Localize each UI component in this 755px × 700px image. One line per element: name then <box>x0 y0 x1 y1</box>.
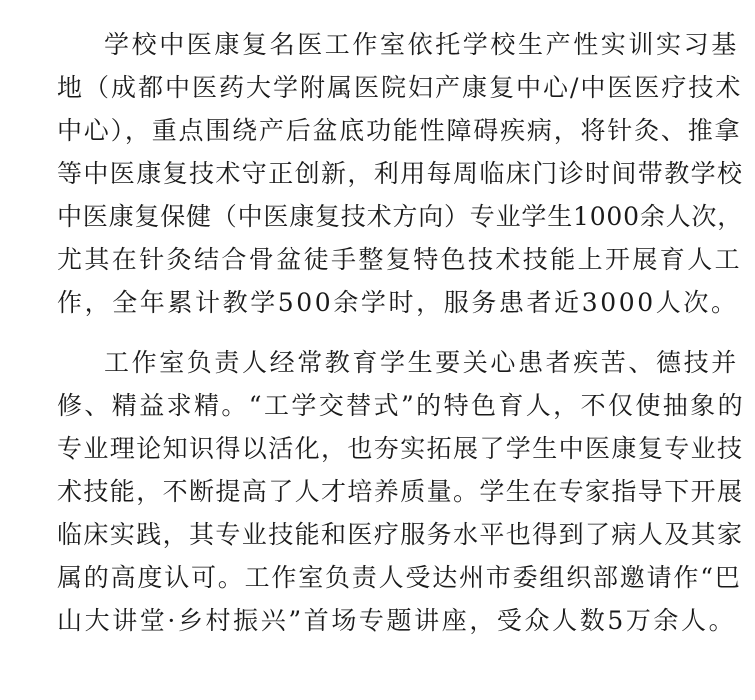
paragraph-1-line-2: 地（成都中医药大学附属医院妇产康复中心/中医医疗技术 <box>57 73 743 102</box>
paragraph-1-line-6: 尤其在针灸结合骨盆徒手整复特色技术技能上开展育人工 <box>57 245 743 274</box>
paragraph-2-line-3: 专业理论知识得以活化，也夯实拓展了学生中医康复专业技 <box>57 434 744 463</box>
paragraph-2-line-5: 临床实践，其专业技能和医疗服务水平也得到了病人及其家 <box>57 520 744 549</box>
paragraph-2-line-2: 修、精益求精。“工学交替式”的特色育人，不仅使抽象的 <box>57 391 745 420</box>
paragraph-1-line-4: 等中医康复技术守正创新，利用每周临床门诊时间带教学校 <box>57 159 744 188</box>
paragraph-1-line-1: 学校中医康复名医工作室依托学校生产性实训实习基 <box>104 30 739 59</box>
paragraph-2-line-7: 山大讲堂·乡村振兴”首场专题讲座，受众人数5万余人。 <box>57 606 737 635</box>
paragraph-1-line-3: 中心），重点围绕产后盆底功能性障碍疾病，将针灸、推拿 <box>57 116 742 145</box>
paragraph-1-line-5: 中医康复保健（中医康复技术方向）专业学生1000余人次， <box>57 202 744 231</box>
paragraph-2-line-1: 工作室负责人经常教育学生要关心患者疾苦、德技并 <box>104 348 739 377</box>
paragraph-2-line-4: 术技能，不断提高了人才培养质量。学生在专家指导下开展 <box>57 477 744 506</box>
paragraph-1-line-7: 作，全年累计教学500余学时，服务患者近3000人次。 <box>57 288 739 317</box>
paragraph-2-line-6: 属的高度认可。工作室负责人受达州市委组织部邀请作“巴 <box>57 563 742 592</box>
